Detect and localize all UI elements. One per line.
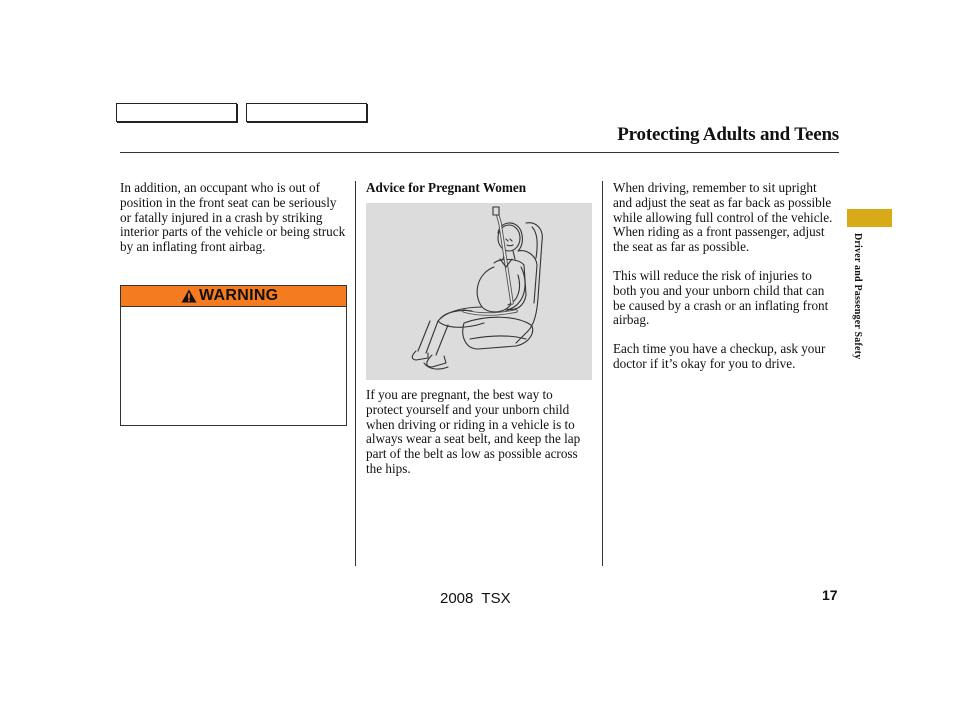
column-2-text — [366, 388, 592, 477]
body-paragraph: If you are pregnant, the best way to protect yourself and your unborn child when driving or riding in a vehicle is to always wear a seat belt, and keep the lap part of the belt as low as possible across the hips. — [366, 387, 581, 476]
page-title: Protecting Adults and Teens — [617, 124, 839, 145]
page-number: 17 — [822, 587, 838, 603]
body-paragraph: Each time you have a checkup, ask your doctor if it’s okay for you to drive. — [613, 341, 826, 371]
section-label: Driver and Passenger Safety — [852, 233, 863, 360]
column-divider — [602, 181, 603, 566]
body-paragraph: When driving, remember to sit upright and adjust the seat as far back as possible while allowing full control of the vehicle. When riding as a front passenger, adjust the seat as far as possible. — [613, 180, 833, 255]
nav-button-index[interactable] — [246, 103, 367, 122]
warning-body — [121, 306, 346, 425]
column-2 — [366, 181, 592, 202]
nav-button-contents[interactable] — [116, 103, 237, 122]
body-paragraph: This will reduce the risk of injuries to both you and your unborn child that can be caused by a crash or an inflating front airbag. — [613, 267, 829, 328]
warning-triangle-icon — [181, 289, 197, 303]
column-1 — [120, 181, 348, 269]
footer-model: 2008 TSX — [440, 590, 511, 607]
column-divider — [355, 181, 356, 566]
pregnant-woman-seatbelt-icon — [366, 203, 592, 380]
section-heading: Advice for Pregnant Women — [366, 180, 527, 195]
warning-box — [120, 285, 347, 426]
title-divider — [120, 152, 839, 153]
body-paragraph: In addition, an occupant who is out of position in the front seat can be seriously or fatally injured in a crash by striking interior parts of the vehicle or being struck by an inflating front airbag. — [120, 180, 346, 255]
warning-label: WARNING — [199, 287, 279, 304]
warning-header — [121, 286, 346, 306]
pregnant-woman-seatbelt-illustration — [366, 203, 592, 380]
section-tab[interactable] — [847, 209, 892, 227]
column-3 — [613, 181, 835, 386]
